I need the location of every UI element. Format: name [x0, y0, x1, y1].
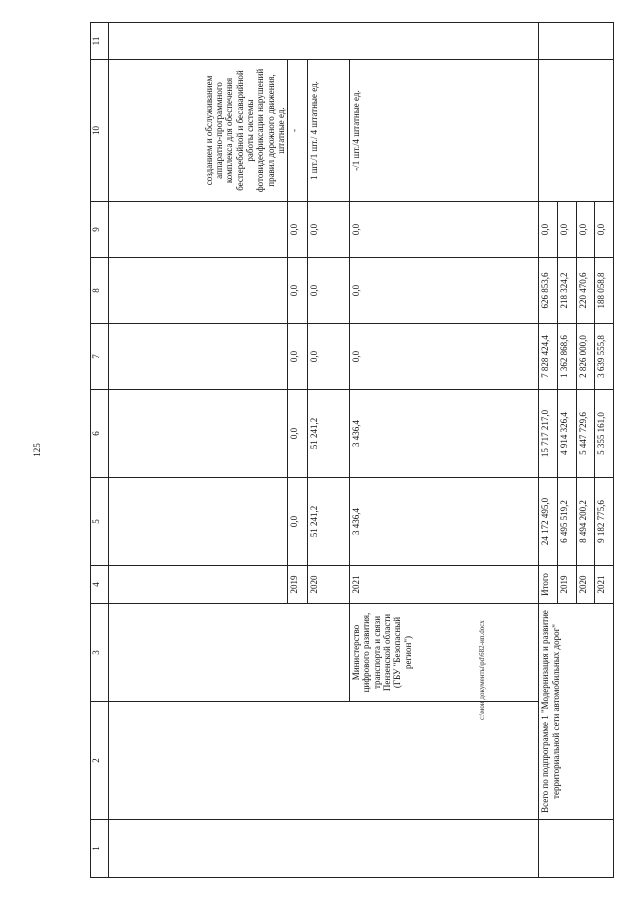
value-cell: 9 182 775,6 — [595, 478, 614, 566]
year-cell: 2021 — [350, 566, 539, 604]
value-cell: 0,0 — [308, 258, 350, 324]
col-header-11: 11 — [91, 23, 109, 60]
col-header-5: 5 — [91, 478, 109, 566]
subtotal-col1 — [539, 820, 614, 878]
year-cell: 2021 — [595, 566, 614, 604]
col-header-3: 3 — [91, 604, 109, 702]
value-cell: 626 853,6 — [539, 258, 558, 324]
cell-col4-top — [109, 566, 288, 604]
value-cell: 0,0 — [350, 258, 539, 324]
col10-cell: - — [288, 60, 308, 202]
cell-col3 — [308, 604, 350, 702]
col10-cell: -/1 шт./4 штатные ед. — [350, 60, 539, 202]
value-cell: 15 717 217,0 — [539, 390, 558, 478]
value-cell: 188 058,8 — [595, 258, 614, 324]
value-cell: 51 241,2 — [308, 390, 350, 478]
value-cell: 3 639 555,8 — [595, 324, 614, 390]
cell-col2 — [109, 702, 539, 820]
year-cell: 2019 — [557, 566, 576, 604]
col-header-2: 2 — [91, 702, 109, 820]
cell-col6-top — [109, 390, 288, 478]
value-cell: 3 436,4 — [350, 478, 539, 566]
value-cell: 0,0 — [539, 202, 558, 258]
col-header-8: 8 — [91, 258, 109, 324]
value-cell: 24 172 495,0 — [539, 478, 558, 566]
value-cell: 0,0 — [288, 202, 308, 258]
value-cell: 0,0 — [288, 258, 308, 324]
value-cell: 2 826 000,0 — [576, 324, 595, 390]
subtotal-col11 — [539, 23, 614, 60]
value-cell: 5 447 729,6 — [576, 390, 595, 478]
year-cell: 2020 — [576, 566, 595, 604]
value-cell: 4 914 326,4 — [557, 390, 576, 478]
value-cell: 0,0 — [308, 324, 350, 390]
subtotal-row — [539, 23, 558, 878]
value-cell: 0,0 — [308, 202, 350, 258]
value-cell: 51 241,2 — [308, 478, 350, 566]
value-cell: 218 324,2 — [557, 258, 576, 324]
value-cell: 7 828 424,4 — [539, 324, 558, 390]
col-header-9: 9 — [91, 202, 109, 258]
col-header-4: 4 — [91, 566, 109, 604]
page-number: 125 — [31, 443, 42, 457]
continuation-row — [109, 23, 288, 878]
cell-col3-top — [109, 604, 288, 702]
value-cell: 0,0 — [557, 202, 576, 258]
subtotal-col10 — [539, 60, 614, 202]
value-cell: 220 470,6 — [576, 258, 595, 324]
cell-col7-top — [109, 324, 288, 390]
value-cell: 6 495 519,2 — [557, 478, 576, 566]
ministry-cell: Министерство цифрового развития, транспорта и связи Пензенской области (ГБУ "Безопасный регион") — [350, 604, 539, 702]
col-header-1: 1 — [91, 820, 109, 878]
value-cell: 0,0 — [576, 202, 595, 258]
value-cell: 0,0 — [288, 478, 308, 566]
cell-col8-top — [109, 258, 288, 324]
header-row — [91, 23, 109, 878]
year-cell: 2019 — [288, 566, 308, 604]
cell-col11 — [109, 23, 539, 60]
value-cell: 5 355 161,0 — [595, 390, 614, 478]
value-cell: 0,0 — [288, 390, 308, 478]
cell-col1 — [109, 820, 539, 878]
col10-cell: 1 шт./1 шт./ 4 штатные ед. — [308, 60, 350, 202]
cell-col9-top — [109, 202, 288, 258]
value-cell: 1 362 868,6 — [557, 324, 576, 390]
value-cell: 0,0 — [595, 202, 614, 258]
year-cell: Итого — [539, 566, 558, 604]
col10-description: созданием и обслуживанием аппаратно-программного комплекса для обеспечения бесперебойной и бесаварийной работы системы фотовидеофиксации нарушений правил дорожного движения, штатные ед. — [109, 60, 288, 202]
value-cell: 0,0 — [288, 324, 308, 390]
value-cell: 0,0 — [350, 202, 539, 258]
year-cell: 2020 — [308, 566, 350, 604]
rotated-table-container — [90, 23, 614, 878]
value-cell: 8 494 200,2 — [576, 478, 595, 566]
value-cell: 0,0 — [350, 324, 539, 390]
footer-file-path: c:\мои документы\pd\682-ип.docx — [478, 620, 486, 720]
col-header-7: 7 — [91, 324, 109, 390]
cell-col3 — [288, 604, 308, 702]
subtotal-label: Всего по подпрограмме 1 "Модернизация и развитие территориальной сети автомобильных дорог" — [539, 604, 614, 820]
col-header-10: 10 — [91, 60, 109, 202]
cell-col5-top — [109, 478, 288, 566]
value-cell: 3 436,4 — [350, 390, 539, 478]
col-header-6: 6 — [91, 390, 109, 478]
budget-table — [90, 22, 614, 878]
